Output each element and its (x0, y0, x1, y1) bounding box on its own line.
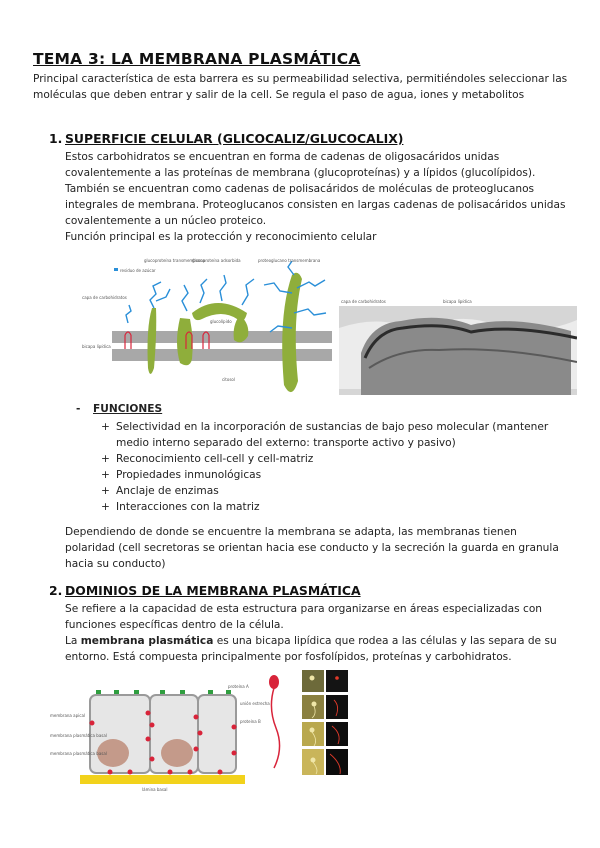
list-item (101, 451, 576, 467)
function-item-text: Reconocimiento cell-cell y cell-matriz (116, 453, 314, 465)
plus-icon: + (101, 453, 110, 465)
intro-paragraph: Principal característica de esta barrera es su permeabilidad selectiva, permitiéndoles seleccionar las moléculas que deben entrar y salir de la cell. Se regula el paso de agua, iones y metabolitos (33, 73, 568, 101)
polarity-paragraph: Dependiendo de donde se encuentre la membrana se adapta, las membranas tienen polaridad (cell secretoras se orientan hacia ese conducto y la secreción la guarda en granula hacia su conducto) (65, 526, 559, 570)
plus-icon: + (101, 501, 110, 513)
section-2-heading (49, 583, 361, 598)
label-cytosol: citosol (222, 377, 235, 382)
label-basal-lamina: lámina basal (142, 787, 168, 792)
function-item-text: Propiedades inmunológicas (116, 469, 262, 481)
label-transmembrane-proteoglycan: proteoglucano transmembrana (258, 258, 321, 263)
p2-prefix: La (65, 635, 81, 647)
section-2-paragraph-1: Se refiere a la capacidad de esta estructura para organizarse en áreas especializadas con funciones específicas dentro de la célula. (65, 603, 543, 631)
label-basal-membrane: membrana plasmática basal (50, 751, 107, 756)
legend-sugar-residue: residuo de azúcar (120, 268, 156, 273)
plus-icon: + (101, 469, 110, 481)
plus-icon: + (101, 485, 110, 497)
section-1-body (65, 149, 570, 245)
plus-icon: + (101, 421, 110, 433)
functions-list (101, 419, 576, 515)
page-title: TEMA 3: LA MEMBRANA PLASMÁTICA (33, 50, 361, 68)
label-transmembrane-glycoprotein: glucoproteína transmembrana (144, 258, 205, 263)
section-1-title: SUPERFICIE CELULAR (GLICOCALIZ/GLUCOCALIX) (65, 131, 404, 146)
section-1-number: 1. (49, 131, 63, 146)
membrane-micrograph (339, 298, 577, 395)
sperm-micrograph-panel (262, 668, 352, 778)
section-2-paragraph-2 (65, 633, 570, 665)
label-protein-a: proteína A (228, 684, 249, 689)
label-apical-membrane: membrana apical (50, 713, 86, 718)
list-item (101, 419, 576, 451)
micro-label-carbohydrate: capa de carbohidratos (341, 299, 386, 304)
label-carbohydrate-layer: capa de carbohidratos (82, 295, 127, 300)
section-2-title: DOMINIOS DE LA MEMBRANA PLASMÁTICA (65, 583, 361, 598)
label-glycolipid: glucolípido (210, 319, 232, 324)
section-1-paragraph-2: También se encuentran como cadenas de polisacáridos de moléculas de proteoglucanos integrales de membrana. Proteoglucanos consisten en largas cadenas de polisacáridos unidas covalentemente a un núcleo proteico. (65, 183, 566, 227)
function-item-text: Interacciones con la matriz (116, 501, 260, 513)
p2-bold-term: membrana plasmática (80, 635, 214, 647)
section-2-number: 2. (49, 583, 63, 598)
list-item (101, 483, 576, 499)
label-basolateral-membrane: membrana plasmática basal (50, 733, 107, 738)
functions-title: FUNCIONES (93, 403, 163, 415)
section-1-paragraph-1: Estos carbohidratos se encuentran en forma de cadenas de oligosacáridos unidas covalentemente a las proteínas de membrana (glucoproteínas) y a lípidos (glucolípidos). (65, 151, 536, 179)
functions-dash: - (76, 403, 81, 415)
label-protein-b: proteína B (240, 719, 261, 724)
label-tight-junction: unión estrecha (240, 701, 270, 706)
membrane-domains-diagram (50, 683, 270, 793)
section-1-heading (49, 131, 403, 146)
section-1-paragraph-3: Función principal es la protección y reconocimiento celular (65, 231, 377, 243)
function-item-text: Selectividad en la incorporación de sustancias de bajo peso molecular (mantener medio interno separado del externo: transporte activo y pasivo) (116, 421, 549, 449)
p2-suffix: es una bicapa lipídica que rodea a las células y las separa de su entorno. Está compuesta principalmente por fosfolípidos, proteínas y carbohidratos. (65, 635, 557, 663)
label-lipid-bilayer: bicapa lipídica (82, 344, 111, 349)
label-adsorbed-glycoprotein: glucoproteína adsorbida (192, 258, 241, 263)
list-item (101, 467, 576, 483)
sugar-residue-swatch (114, 268, 118, 271)
glycocalyx-diagram (82, 253, 338, 398)
functions-heading (76, 403, 162, 415)
micro-label-bilayer: bicapa lipídica (443, 299, 472, 304)
list-item (101, 499, 576, 515)
section-2-body (65, 601, 570, 665)
function-item-text: Anclaje de enzimas (116, 485, 219, 497)
